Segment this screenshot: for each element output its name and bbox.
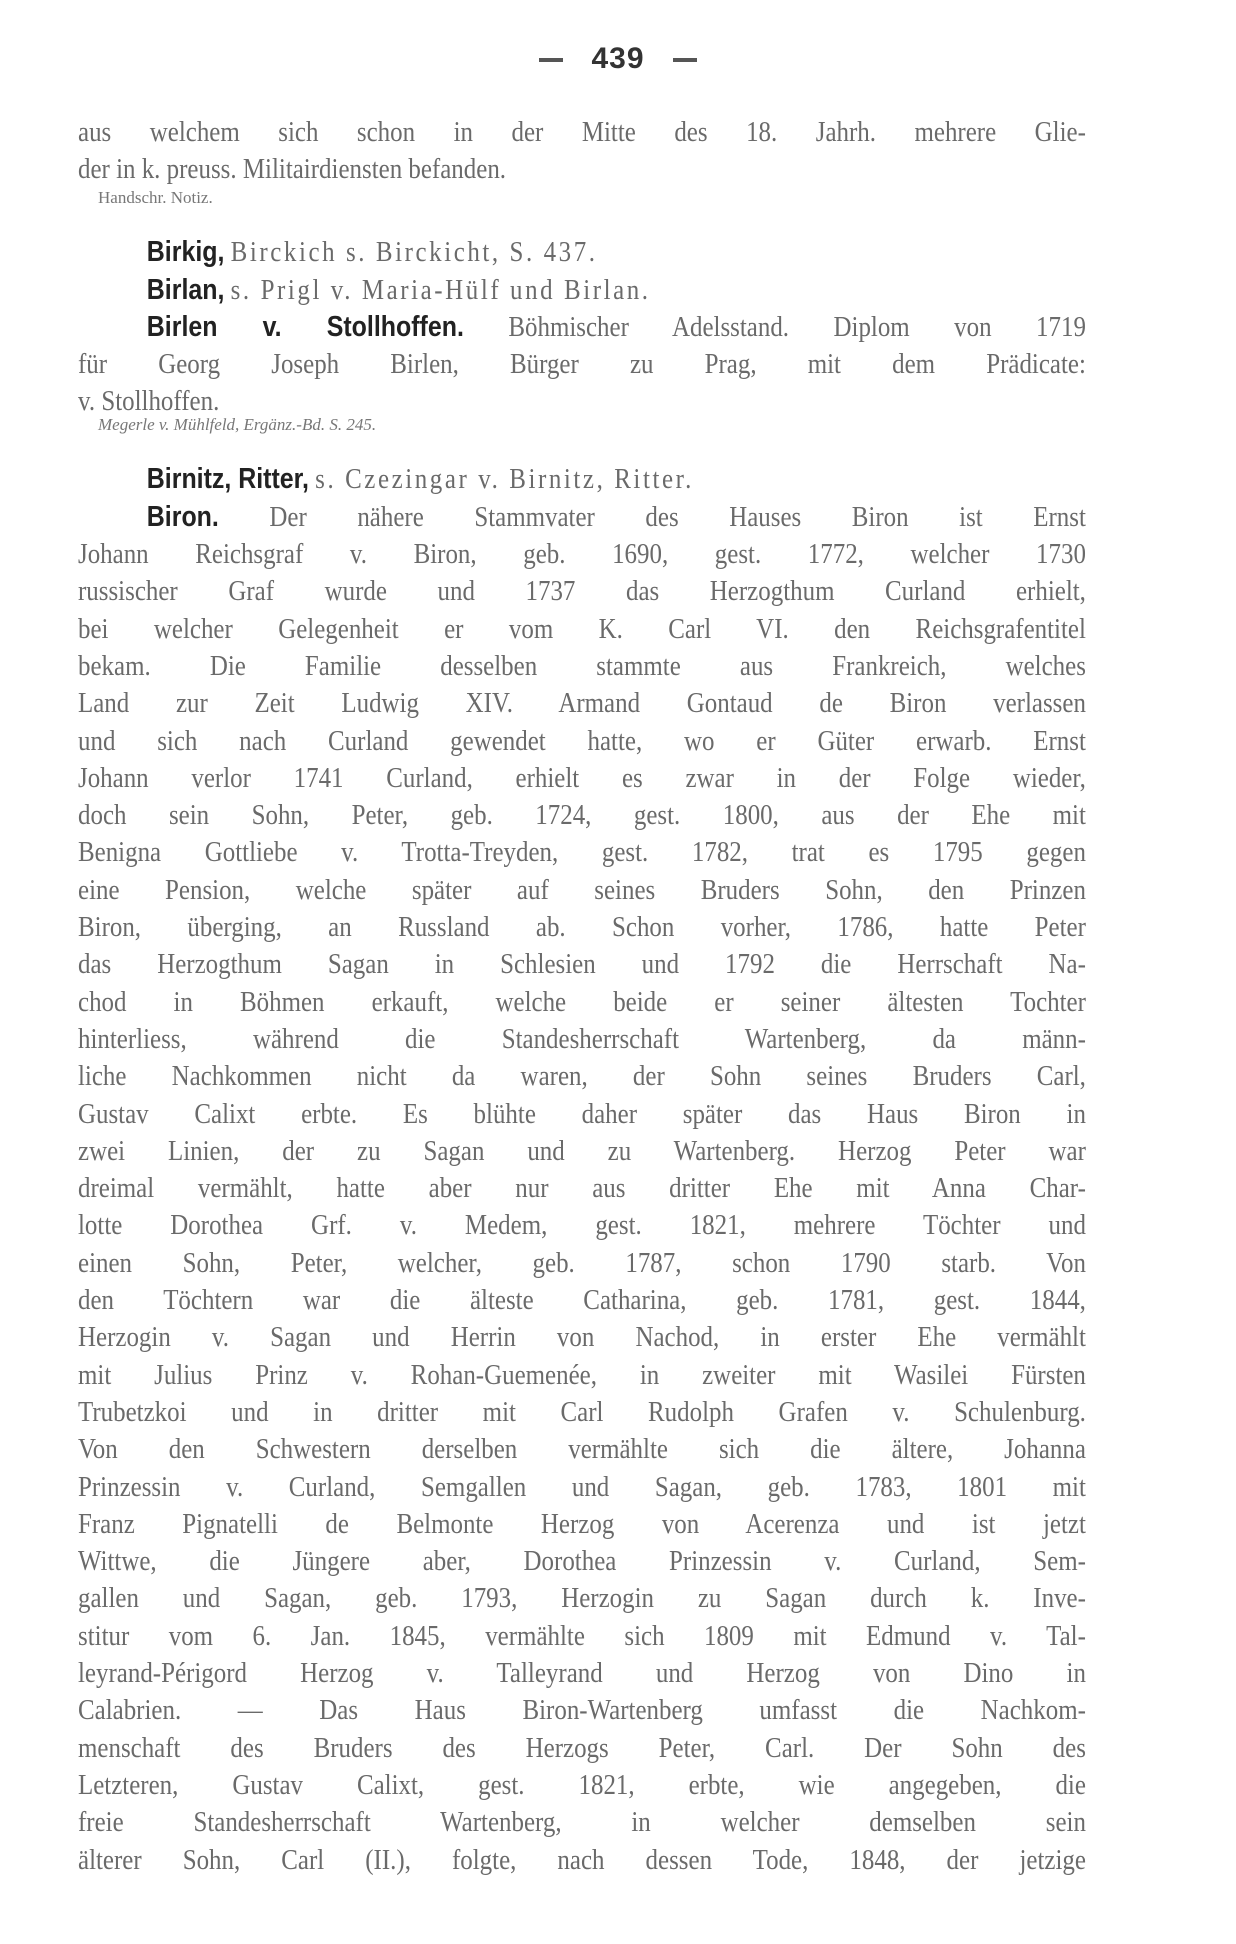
entry-keyword: Birlen v. Stollhoffen. xyxy=(146,311,464,343)
source-citation: Megerle v. Mühlfeld, Ergänz.-Bd. S. 245. xyxy=(98,415,377,434)
body-line: hinterliess, während die Standesherrschaft Wartenberg, da männ- xyxy=(78,1023,1086,1055)
entry-birlen xyxy=(78,310,1086,344)
entry-text: Böhmischer Adelsstand. Diplom von 1719 xyxy=(508,311,1086,343)
entry-reference: s. Prigl v. Maria-Hülf und Birlan. xyxy=(230,274,651,306)
body-line: russischer Graf wurde und 1737 das Herzogthum Curland erhielt, xyxy=(78,575,1086,607)
entry-keyword: Birlan, xyxy=(146,274,225,306)
body-line: dreimal vermählt, hatte aber nur aus dritter Ehe mit Anna Char- xyxy=(78,1172,1086,1204)
body-line: Trubetzkoi und in dritter mit Carl Rudolph Grafen v. Schulenburg. xyxy=(78,1396,1086,1428)
body-line: Gustav Calixt erbte. Es blühte daher später das Haus Biron in xyxy=(78,1098,1086,1130)
body-line: Wittwe, die Jüngere aber, Dorothea Prinzessin v. Curland, Sem- xyxy=(78,1545,1086,1577)
entry-birlan xyxy=(78,273,1086,307)
entry-keyword: Birkig, xyxy=(146,236,225,268)
body-line: Biron, überging, an Russland ab. Schon vorher, 1786, hatte Peter xyxy=(78,911,1086,943)
body-line: Herzogin v. Sagan und Herrin von Nachod, in erster Ehe vermählt xyxy=(78,1321,1086,1353)
body-line: Johann Reichsgraf v. Biron, geb. 1690, gest. 1772, welcher 1730 xyxy=(78,538,1086,570)
entry-birkig xyxy=(78,235,1086,269)
body-line: aus welchem sich schon in der Mitte des 18. Jahrh. mehrere Glie- xyxy=(78,116,1086,148)
body-line: gallen und Sagan, geb. 1793, Herzogin zu Sagan durch k. Inve- xyxy=(78,1582,1086,1614)
entry-biron xyxy=(78,500,1086,534)
body-line: Land zur Zeit Ludwig XIV. Armand Gontaud de Biron verlassen xyxy=(78,687,1086,719)
body-line: leyrand-Périgord Herzog v. Talleyrand und Herzog von Dino in xyxy=(78,1657,1086,1689)
body-line: älterer Sohn, Carl (II.), folgte, nach dessen Tode, 1848, der jetzige xyxy=(78,1844,1086,1876)
body-line: den Töchtern war die älteste Catharina, geb. 1781, gest. 1844, xyxy=(78,1284,1086,1316)
body-line: menschaft des Bruders des Herzogs Peter, Carl. Der Sohn des xyxy=(78,1732,1086,1764)
body-line: und sich nach Curland gewendet hatte, wo er Güter erwarb. Ernst xyxy=(78,725,1086,757)
body-line: das Herzogthum Sagan in Schlesien und 1792 die Herrschaft Na- xyxy=(78,948,1086,980)
body-line: Prinzessin v. Curland, Semgallen und Sagan, geb. 1783, 1801 mit xyxy=(78,1471,1086,1503)
body-line: bei welcher Gelegenheit er vom K. Carl VI. den Reichsgrafentitel xyxy=(78,613,1086,645)
body-line: chod in Böhmen erkauft, welche beide er seiner ältesten Tochter xyxy=(78,986,1086,1018)
body-line: einen Sohn, Peter, welcher, geb. 1787, schon 1790 starb. Von xyxy=(78,1247,1086,1279)
entry-keyword: Birnitz, Ritter, xyxy=(146,463,309,495)
body-line: eine Pension, welche später auf seines Bruders Sohn, den Prinzen xyxy=(78,874,1086,906)
body-line: für Georg Joseph Birlen, Bürger zu Prag, mit dem Prädicate: xyxy=(78,348,1086,380)
page-number-text: 439 xyxy=(591,42,645,75)
body-line: Franz Pignatelli de Belmonte Herzog von Acerenza und ist jetzt xyxy=(78,1508,1086,1540)
body-line: v. Stollhoffen. xyxy=(78,385,220,417)
body-line: Von den Schwestern derselben vermählte sich die ältere, Johanna xyxy=(78,1433,1086,1465)
body-line: mit Julius Prinz v. Rohan-Guemenée, in zweiter mit Wasilei Fürsten xyxy=(78,1359,1086,1391)
body-line: Calabrien. — Das Haus Biron-Wartenberg umfasst die Nachkom- xyxy=(78,1694,1086,1726)
body-line: doch sein Sohn, Peter, geb. 1724, gest. 1800, aus der Ehe mit xyxy=(78,799,1086,831)
page-number xyxy=(0,42,1236,76)
entry-keyword: Biron. xyxy=(146,501,219,533)
dash-right xyxy=(673,58,697,62)
body-line: der in k. preuss. Militairdiensten befanden. xyxy=(78,153,507,185)
body-line: liche Nachkommen nicht da waren, der Sohn seines Bruders Carl, xyxy=(78,1060,1086,1092)
body-line: bekam. Die Familie desselben stammte aus Frankreich, welches xyxy=(78,650,1086,682)
body-line: lotte Dorothea Grf. v. Medem, gest. 1821, mehrere Töchter und xyxy=(78,1209,1086,1241)
entry-birnitz xyxy=(78,462,1086,496)
source-citation: Handschr. Notiz. xyxy=(98,188,213,207)
body-line: stitur vom 6. Jan. 1845, vermählte sich 1809 mit Edmund v. Tal- xyxy=(78,1620,1086,1652)
body-line: Letzteren, Gustav Calixt, gest. 1821, erbte, wie angegeben, die xyxy=(78,1769,1086,1801)
body-line: zwei Linien, der zu Sagan und zu Wartenberg. Herzog Peter war xyxy=(78,1135,1086,1167)
body-line: Benigna Gottliebe v. Trotta-Treyden, gest. 1782, trat es 1795 gegen xyxy=(78,836,1086,868)
entry-reference: s. Czezingar v. Birnitz, Ritter. xyxy=(315,463,694,495)
dash-left xyxy=(539,58,563,62)
body-line: Johann verlor 1741 Curland, erhielt es zwar in der Folge wieder, xyxy=(78,762,1086,794)
entry-reference: Birckich s. Birckicht, S. 437. xyxy=(230,236,598,268)
body-line: freie Standesherrschaft Wartenberg, in welcher demselben sein xyxy=(78,1806,1086,1838)
entry-text: Der nähere Stammvater des Hauses Biron ist Ernst xyxy=(269,501,1086,533)
